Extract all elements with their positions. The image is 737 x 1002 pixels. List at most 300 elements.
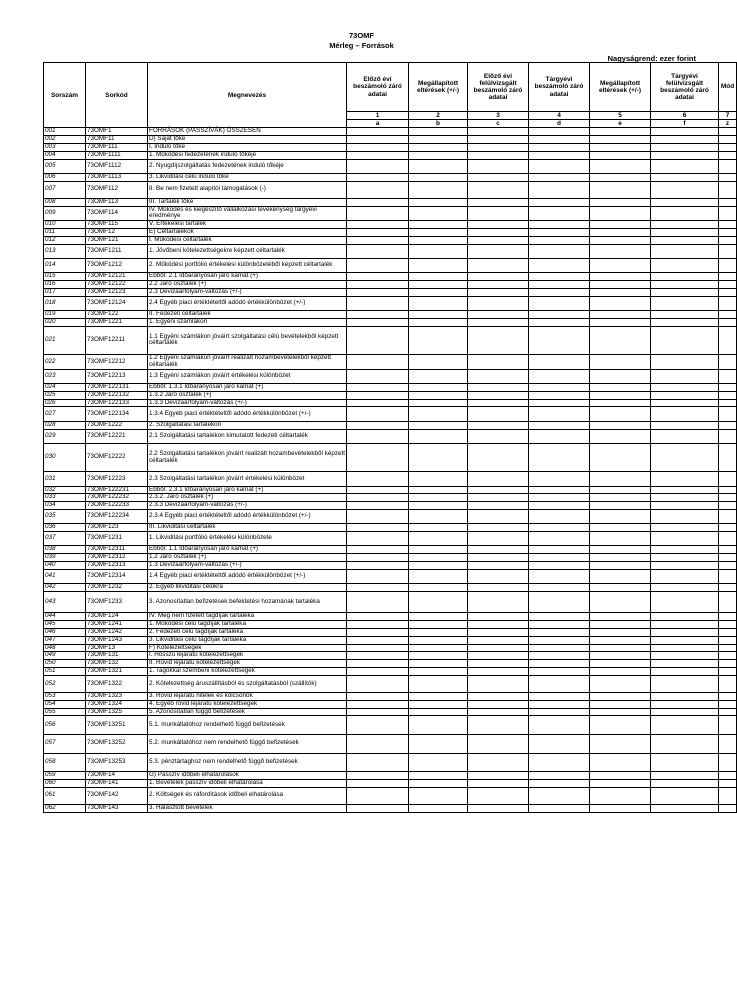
value-cell[interactable] — [651, 407, 719, 421]
value-cell[interactable] — [347, 355, 409, 370]
value-cell[interactable] — [529, 369, 590, 383]
value-cell[interactable] — [719, 554, 737, 562]
value-cell[interactable] — [590, 708, 651, 716]
value-cell[interactable] — [468, 407, 529, 421]
value-cell[interactable] — [529, 159, 590, 173]
value-cell[interactable] — [347, 391, 409, 399]
value-cell[interactable] — [409, 236, 468, 244]
value-cell[interactable] — [409, 510, 468, 524]
value-cell[interactable] — [529, 391, 590, 399]
value-cell[interactable] — [590, 296, 651, 310]
value-cell[interactable] — [719, 229, 737, 237]
value-cell[interactable] — [719, 429, 737, 443]
value-cell[interactable] — [651, 779, 719, 787]
value-cell[interactable] — [347, 554, 409, 562]
value-cell[interactable] — [409, 173, 468, 181]
value-cell[interactable] — [468, 787, 529, 804]
value-cell[interactable] — [529, 675, 590, 692]
value-cell[interactable] — [529, 708, 590, 716]
value-cell[interactable] — [409, 384, 468, 392]
value-cell[interactable] — [347, 636, 409, 644]
value-cell[interactable] — [590, 288, 651, 296]
value-cell[interactable] — [529, 144, 590, 152]
value-cell[interactable] — [409, 399, 468, 407]
value-cell[interactable] — [347, 273, 409, 281]
value-cell[interactable] — [719, 159, 737, 173]
value-cell[interactable] — [529, 486, 590, 494]
value-cell[interactable] — [590, 151, 651, 159]
value-cell[interactable] — [468, 502, 529, 510]
value-cell[interactable] — [529, 636, 590, 644]
value-cell[interactable] — [409, 708, 468, 716]
value-cell[interactable] — [347, 753, 409, 772]
value-cell[interactable] — [590, 429, 651, 443]
value-cell[interactable] — [409, 675, 468, 692]
value-cell[interactable] — [529, 660, 590, 668]
value-cell[interactable] — [651, 443, 719, 472]
value-cell[interactable] — [347, 494, 409, 502]
value-cell[interactable] — [468, 591, 529, 613]
value-cell[interactable] — [347, 244, 409, 258]
value-cell[interactable] — [409, 229, 468, 237]
value-cell[interactable] — [468, 236, 529, 244]
value-cell[interactable] — [409, 660, 468, 668]
value-cell[interactable] — [409, 613, 468, 621]
value-cell[interactable] — [590, 281, 651, 289]
value-cell[interactable] — [651, 804, 719, 812]
value-cell[interactable] — [468, 429, 529, 443]
value-cell[interactable] — [468, 136, 529, 144]
value-cell[interactable] — [529, 128, 590, 136]
value-cell[interactable] — [409, 554, 468, 562]
value-cell[interactable] — [590, 636, 651, 644]
value-cell[interactable] — [651, 244, 719, 258]
value-cell[interactable] — [590, 644, 651, 652]
value-cell[interactable] — [468, 494, 529, 502]
value-cell[interactable] — [590, 546, 651, 554]
value-cell[interactable] — [529, 629, 590, 637]
value-cell[interactable] — [409, 693, 468, 701]
value-cell[interactable] — [529, 644, 590, 652]
value-cell[interactable] — [468, 221, 529, 229]
value-cell[interactable] — [468, 369, 529, 383]
value-cell[interactable] — [347, 562, 409, 570]
value-cell[interactable] — [347, 318, 409, 326]
value-cell[interactable] — [590, 693, 651, 701]
value-cell[interactable] — [590, 273, 651, 281]
value-cell[interactable] — [590, 613, 651, 621]
value-cell[interactable] — [347, 144, 409, 152]
value-cell[interactable] — [409, 221, 468, 229]
value-cell[interactable] — [719, 675, 737, 692]
value-cell[interactable] — [529, 326, 590, 355]
value-cell[interactable] — [651, 136, 719, 144]
value-cell[interactable] — [719, 407, 737, 421]
value-cell[interactable] — [409, 546, 468, 554]
value-cell[interactable] — [347, 629, 409, 637]
value-cell[interactable] — [468, 318, 529, 326]
value-cell[interactable] — [409, 735, 468, 754]
value-cell[interactable] — [590, 258, 651, 272]
value-cell[interactable] — [409, 296, 468, 310]
value-cell[interactable] — [651, 221, 719, 229]
value-cell[interactable] — [529, 472, 590, 486]
value-cell[interactable] — [529, 779, 590, 787]
value-cell[interactable] — [347, 128, 409, 136]
value-cell[interactable] — [468, 779, 529, 787]
value-cell[interactable] — [347, 229, 409, 237]
value-cell[interactable] — [468, 421, 529, 429]
value-cell[interactable] — [409, 668, 468, 676]
value-cell[interactable] — [468, 384, 529, 392]
value-cell[interactable] — [409, 629, 468, 637]
value-cell[interactable] — [468, 716, 529, 735]
value-cell[interactable] — [529, 151, 590, 159]
value-cell[interactable] — [719, 591, 737, 613]
value-cell[interactable] — [651, 391, 719, 399]
value-cell[interactable] — [347, 296, 409, 310]
value-cell[interactable] — [409, 636, 468, 644]
value-cell[interactable] — [719, 779, 737, 787]
value-cell[interactable] — [347, 716, 409, 735]
value-cell[interactable] — [590, 716, 651, 735]
value-cell[interactable] — [347, 708, 409, 716]
value-cell[interactable] — [590, 399, 651, 407]
value-cell[interactable] — [409, 494, 468, 502]
value-cell[interactable] — [719, 772, 737, 780]
value-cell[interactable] — [529, 407, 590, 421]
value-cell[interactable] — [719, 735, 737, 754]
value-cell[interactable] — [651, 258, 719, 272]
value-cell[interactable] — [590, 407, 651, 421]
value-cell[interactable] — [409, 288, 468, 296]
value-cell[interactable] — [468, 472, 529, 486]
value-cell[interactable] — [409, 281, 468, 289]
value-cell[interactable] — [590, 369, 651, 383]
value-cell[interactable] — [719, 668, 737, 676]
value-cell[interactable] — [651, 716, 719, 735]
value-cell[interactable] — [651, 173, 719, 181]
value-cell[interactable] — [468, 273, 529, 281]
value-cell[interactable] — [590, 502, 651, 510]
value-cell[interactable] — [468, 229, 529, 237]
value-cell[interactable] — [409, 652, 468, 660]
value-cell[interactable] — [590, 421, 651, 429]
value-cell[interactable] — [409, 369, 468, 383]
value-cell[interactable] — [409, 644, 468, 652]
value-cell[interactable] — [529, 206, 590, 221]
value-cell[interactable] — [529, 804, 590, 812]
value-cell[interactable] — [468, 159, 529, 173]
value-cell[interactable] — [590, 486, 651, 494]
value-cell[interactable] — [347, 772, 409, 780]
value-cell[interactable] — [651, 144, 719, 152]
value-cell[interactable] — [347, 569, 409, 583]
value-cell[interactable] — [590, 554, 651, 562]
value-cell[interactable] — [719, 144, 737, 152]
value-cell[interactable] — [529, 532, 590, 546]
value-cell[interactable] — [651, 236, 719, 244]
value-cell[interactable] — [719, 524, 737, 532]
value-cell[interactable] — [651, 562, 719, 570]
value-cell[interactable] — [468, 181, 529, 198]
value-cell[interactable] — [719, 629, 737, 637]
value-cell[interactable] — [590, 229, 651, 237]
value-cell[interactable] — [347, 206, 409, 221]
value-cell[interactable] — [468, 562, 529, 570]
value-cell[interactable] — [719, 173, 737, 181]
value-cell[interactable] — [529, 429, 590, 443]
value-cell[interactable] — [529, 198, 590, 206]
value-cell[interactable] — [347, 258, 409, 272]
value-cell[interactable] — [651, 735, 719, 754]
value-cell[interactable] — [347, 613, 409, 621]
value-cell[interactable] — [529, 716, 590, 735]
value-cell[interactable] — [409, 391, 468, 399]
value-cell[interactable] — [468, 660, 529, 668]
value-cell[interactable] — [590, 494, 651, 502]
value-cell[interactable] — [719, 644, 737, 652]
value-cell[interactable] — [590, 206, 651, 221]
value-cell[interactable] — [347, 429, 409, 443]
value-cell[interactable] — [719, 502, 737, 510]
value-cell[interactable] — [529, 181, 590, 198]
value-cell[interactable] — [468, 700, 529, 708]
value-cell[interactable] — [347, 524, 409, 532]
value-cell[interactable] — [529, 318, 590, 326]
value-cell[interactable] — [719, 128, 737, 136]
value-cell[interactable] — [651, 326, 719, 355]
value-cell[interactable] — [468, 391, 529, 399]
value-cell[interactable] — [719, 443, 737, 472]
value-cell[interactable] — [409, 584, 468, 592]
value-cell[interactable] — [347, 532, 409, 546]
value-cell[interactable] — [529, 554, 590, 562]
value-cell[interactable] — [347, 700, 409, 708]
value-cell[interactable] — [719, 716, 737, 735]
value-cell[interactable] — [529, 399, 590, 407]
value-cell[interactable] — [651, 198, 719, 206]
value-cell[interactable] — [651, 668, 719, 676]
value-cell[interactable] — [347, 502, 409, 510]
value-cell[interactable] — [347, 546, 409, 554]
value-cell[interactable] — [590, 753, 651, 772]
value-cell[interactable] — [347, 779, 409, 787]
value-cell[interactable] — [468, 326, 529, 355]
value-cell[interactable] — [719, 753, 737, 772]
value-cell[interactable] — [347, 236, 409, 244]
value-cell[interactable] — [468, 310, 529, 318]
value-cell[interactable] — [468, 554, 529, 562]
value-cell[interactable] — [590, 136, 651, 144]
value-cell[interactable] — [651, 772, 719, 780]
value-cell[interactable] — [719, 494, 737, 502]
value-cell[interactable] — [651, 494, 719, 502]
value-cell[interactable] — [719, 787, 737, 804]
value-cell[interactable] — [590, 355, 651, 370]
value-cell[interactable] — [468, 244, 529, 258]
value-cell[interactable] — [468, 486, 529, 494]
value-cell[interactable] — [529, 494, 590, 502]
value-cell[interactable] — [651, 629, 719, 637]
value-cell[interactable] — [529, 502, 590, 510]
value-cell[interactable] — [529, 258, 590, 272]
value-cell[interactable] — [347, 384, 409, 392]
value-cell[interactable] — [529, 569, 590, 583]
value-cell[interactable] — [347, 510, 409, 524]
value-cell[interactable] — [529, 621, 590, 629]
value-cell[interactable] — [590, 652, 651, 660]
value-cell[interactable] — [590, 181, 651, 198]
value-cell[interactable] — [651, 652, 719, 660]
value-cell[interactable] — [468, 621, 529, 629]
value-cell[interactable] — [590, 735, 651, 754]
value-cell[interactable] — [590, 772, 651, 780]
value-cell[interactable] — [590, 244, 651, 258]
value-cell[interactable] — [468, 804, 529, 812]
value-cell[interactable] — [719, 391, 737, 399]
value-cell[interactable] — [347, 281, 409, 289]
value-cell[interactable] — [719, 369, 737, 383]
value-cell[interactable] — [347, 735, 409, 754]
value-cell[interactable] — [651, 675, 719, 692]
value-cell[interactable] — [719, 151, 737, 159]
value-cell[interactable] — [590, 629, 651, 637]
value-cell[interactable] — [529, 584, 590, 592]
value-cell[interactable] — [590, 591, 651, 613]
value-cell[interactable] — [468, 510, 529, 524]
value-cell[interactable] — [409, 326, 468, 355]
value-cell[interactable] — [529, 753, 590, 772]
value-cell[interactable] — [590, 675, 651, 692]
value-cell[interactable] — [529, 136, 590, 144]
value-cell[interactable] — [651, 128, 719, 136]
value-cell[interactable] — [409, 569, 468, 583]
value-cell[interactable] — [651, 613, 719, 621]
value-cell[interactable] — [590, 621, 651, 629]
value-cell[interactable] — [468, 644, 529, 652]
value-cell[interactable] — [719, 613, 737, 621]
value-cell[interactable] — [651, 502, 719, 510]
value-cell[interactable] — [409, 472, 468, 486]
value-cell[interactable] — [651, 569, 719, 583]
value-cell[interactable] — [651, 229, 719, 237]
value-cell[interactable] — [409, 258, 468, 272]
value-cell[interactable] — [651, 310, 719, 318]
value-cell[interactable] — [719, 281, 737, 289]
value-cell[interactable] — [347, 399, 409, 407]
value-cell[interactable] — [529, 355, 590, 370]
value-cell[interactable] — [651, 546, 719, 554]
value-cell[interactable] — [719, 244, 737, 258]
value-cell[interactable] — [590, 221, 651, 229]
value-cell[interactable] — [347, 421, 409, 429]
value-cell[interactable] — [529, 613, 590, 621]
value-cell[interactable] — [719, 532, 737, 546]
value-cell[interactable] — [347, 591, 409, 613]
value-cell[interactable] — [529, 221, 590, 229]
value-cell[interactable] — [590, 472, 651, 486]
value-cell[interactable] — [409, 716, 468, 735]
value-cell[interactable] — [409, 532, 468, 546]
value-cell[interactable] — [468, 735, 529, 754]
value-cell[interactable] — [468, 151, 529, 159]
value-cell[interactable] — [468, 668, 529, 676]
value-cell[interactable] — [651, 753, 719, 772]
value-cell[interactable] — [409, 804, 468, 812]
value-cell[interactable] — [529, 546, 590, 554]
value-cell[interactable] — [719, 486, 737, 494]
value-cell[interactable] — [529, 273, 590, 281]
value-cell[interactable] — [651, 288, 719, 296]
value-cell[interactable] — [468, 258, 529, 272]
value-cell[interactable] — [719, 136, 737, 144]
value-cell[interactable] — [529, 443, 590, 472]
value-cell[interactable] — [719, 636, 737, 644]
value-cell[interactable] — [529, 591, 590, 613]
value-cell[interactable] — [719, 326, 737, 355]
value-cell[interactable] — [347, 288, 409, 296]
value-cell[interactable] — [529, 510, 590, 524]
value-cell[interactable] — [590, 562, 651, 570]
value-cell[interactable] — [529, 735, 590, 754]
value-cell[interactable] — [651, 399, 719, 407]
value-cell[interactable] — [468, 772, 529, 780]
value-cell[interactable] — [590, 384, 651, 392]
value-cell[interactable] — [409, 429, 468, 443]
value-cell[interactable] — [529, 668, 590, 676]
value-cell[interactable] — [409, 787, 468, 804]
value-cell[interactable] — [409, 779, 468, 787]
value-cell[interactable] — [719, 310, 737, 318]
value-cell[interactable] — [590, 144, 651, 152]
value-cell[interactable] — [347, 221, 409, 229]
value-cell[interactable] — [651, 591, 719, 613]
value-cell[interactable] — [409, 700, 468, 708]
value-cell[interactable] — [651, 524, 719, 532]
value-cell[interactable] — [529, 384, 590, 392]
value-cell[interactable] — [529, 693, 590, 701]
value-cell[interactable] — [651, 621, 719, 629]
value-cell[interactable] — [719, 236, 737, 244]
value-cell[interactable] — [529, 281, 590, 289]
value-cell[interactable] — [651, 151, 719, 159]
value-cell[interactable] — [719, 510, 737, 524]
value-cell[interactable] — [590, 532, 651, 546]
value-cell[interactable] — [590, 198, 651, 206]
value-cell[interactable] — [719, 660, 737, 668]
value-cell[interactable] — [651, 787, 719, 804]
value-cell[interactable] — [719, 288, 737, 296]
value-cell[interactable] — [529, 421, 590, 429]
value-cell[interactable] — [719, 693, 737, 701]
value-cell[interactable] — [651, 554, 719, 562]
value-cell[interactable] — [651, 584, 719, 592]
value-cell[interactable] — [409, 144, 468, 152]
value-cell[interactable] — [719, 273, 737, 281]
value-cell[interactable] — [468, 652, 529, 660]
value-cell[interactable] — [651, 159, 719, 173]
value-cell[interactable] — [347, 675, 409, 692]
value-cell[interactable] — [409, 181, 468, 198]
value-cell[interactable] — [590, 524, 651, 532]
value-cell[interactable] — [468, 399, 529, 407]
value-cell[interactable] — [719, 355, 737, 370]
value-cell[interactable] — [590, 660, 651, 668]
value-cell[interactable] — [651, 644, 719, 652]
value-cell[interactable] — [590, 510, 651, 524]
value-cell[interactable] — [529, 173, 590, 181]
